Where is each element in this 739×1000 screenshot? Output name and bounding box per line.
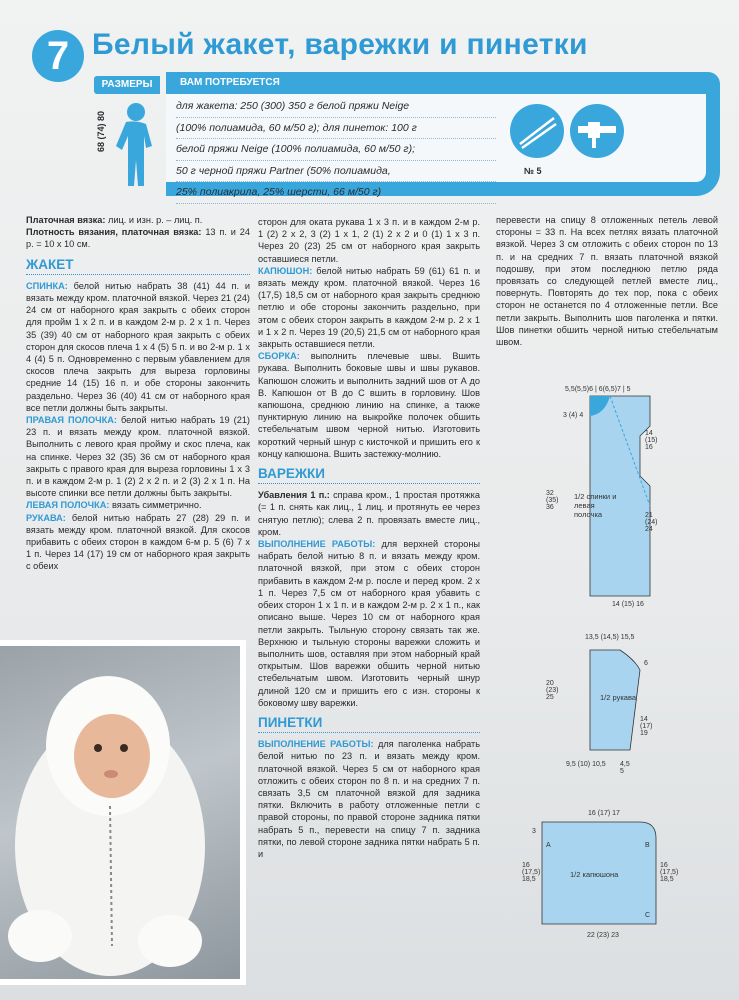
baby-silhouette-icon xyxy=(110,100,158,190)
back-right-bottom-dim: 21 (24) 24 xyxy=(645,512,658,533)
gauge-label: Плотность вязания, платочная вязка: xyxy=(26,227,202,238)
sleeves-text: белой нитью набрать 27 (28) 29 п. и вязать между кром. платочной вязкой. Для скосов прибавить с обеих сторон в каждом 6-м р. 5 (6) 7 х 1 п. Через 14 (17) 19 см от наборного края закрыть с обеих xyxy=(26,512,250,572)
left-front-label: ЛЕВАЯ ПОЛОЧКА: xyxy=(26,500,110,511)
right-front-text: белой нитью набрать 19 (21) 23 п. и вязать между кром. платочной вязкой. Выполнить с левого края пройму и скос плеча, как на спинке. Через 32 (35) 36 см от наборного края закрыть с правого края для выреза горловины 1 х 3 п. и в каждом 2-м р. 1 (2) 2 х 2 п. и 2 (3) 2 х 1 п. На высоте спинки все петли должны быть закрыты. xyxy=(26,415,250,499)
materials-line: белой пряжи Neige (100% полиамида, 60 м/50 г); xyxy=(176,139,496,161)
needle-size-label: № 5 xyxy=(524,166,542,176)
assembly-text: выполнить плечевые швы. Вшить рукава. Выполнить боковые швы и швы рукавов. Капюшон сложить и выполнить задний шов от А до В. Капюшон от В до С вшить в горловину. Шов капюшона, среднюю линию на спинке, а также пунктирную линию на выкройке полочек обшить стебельчатым швом черной нитью. Изготовить короткий черный шнур с кисточкой и пришить его к концу капюшона. Вшить застежку-молнию. xyxy=(258,351,480,459)
hood-bottom-dim: 22 (23) 23 xyxy=(587,932,619,939)
section-heading-mittens: ВАРЕЖКИ xyxy=(258,468,480,484)
sleeve-bottom-dim: 9,5 (10) 10,5 xyxy=(566,761,606,768)
sleeve-right-dim: 14 (17) 19 xyxy=(640,716,653,737)
knitting-needles-icon xyxy=(510,104,564,158)
booties-work-label: ВЫПОЛНЕНИЕ РАБОТЫ: xyxy=(258,739,374,750)
materials-line: (100% полиамида, 60 м/50 г); для пинеток: 100 г xyxy=(176,118,496,140)
page-title: Белый жакет, варежки и пинетки xyxy=(92,28,588,61)
hood-right-dim: 16 (17,5) 18,5 xyxy=(660,862,679,883)
pattern-text: лиц. и изн. р. – лиц. п. xyxy=(105,215,203,225)
sleeve-piece-label: 1/2 рукава xyxy=(600,693,637,702)
hood-label: КАПЮШОН: xyxy=(258,265,313,276)
sizes-header: РАЗМЕРЫ xyxy=(94,76,160,94)
back-piece-label: 1/2 спинки и левая полочка xyxy=(574,492,617,519)
hood-point-b: B xyxy=(645,842,650,849)
assembly-label: СБОРКА: xyxy=(258,351,300,362)
section-heading-jacket: ЖАКЕТ xyxy=(26,259,250,275)
mittens-work-text: для верхней стороны набрать белой нитью 8 п. и вязать между кром. платочной вязкой, при этом с обеих сторон прибавить в каждом 2-м р. после и перед кром. 2 х 1 п. Через 7,5 см от наборного края убавить с обеих сторон 1 х 1 п. и в каждом 2-м р. 2 х 1 п., как описано выше. Через 10 см от наборного края петли закрыть. Тыльную сторону связать так же. Верхнюю и тыльную стороны варежки сложить и выполнить шов, оставляя при этом наборный край открытым. Шов варежки обшить черной нитью стебельчатым швом. Изготовить черный шнур длиной 120 см и пришить его с изн. стороны к боковому шву варежки. xyxy=(258,539,480,708)
left-front-text: вязать симметрично. xyxy=(109,500,202,511)
materials-header: ВАМ ПОТРЕБУЕТСЯ xyxy=(166,72,720,94)
gauge-text: 13 п. и 24 р. = 10 х 10 см. xyxy=(26,227,251,250)
materials-line: 25% полиакрила, 25% шерсти, 66 м/50 г) xyxy=(176,182,496,204)
section-heading-booties: ПИНЕТКИ xyxy=(258,717,480,733)
sleeves-label: РУКАВА: xyxy=(26,512,66,523)
mittens-work-label: ВЫПОЛНЕНИЕ РАБОТЫ: xyxy=(258,539,376,550)
materials-list xyxy=(176,96,496,204)
sizes-value: 68 (74) 80 xyxy=(96,110,106,152)
decrease-label: Убавления 1 п.: xyxy=(258,490,330,501)
back-left-small-dim: 3 (4) 4 xyxy=(563,412,584,419)
sleeve-left-dim: 20 (23) 25 xyxy=(546,680,559,701)
zipper-icon xyxy=(570,104,624,158)
hood-point-c: C xyxy=(645,912,651,919)
sleeve-right-top-dim: 6 xyxy=(644,660,648,667)
column-3 xyxy=(496,214,718,348)
back-top-dims: 5,5(5,5)6 | 6(6,5)7 | 5 xyxy=(565,386,631,393)
back-left-dim: 32 (35) 36 xyxy=(546,490,559,511)
hood-piece-label: 1/2 капюшона xyxy=(570,870,619,879)
materials-line: для жакета: 250 (300) 350 г белой пряжи Neige xyxy=(176,96,496,118)
hood-text: белой нитью набрать 59 (61) 61 п. и вязать между кром. платочной вязкой. Через 16 (17,5) 18,5 см от наборного края закрыть среднюю петлю и обе стороны закончить раздельно, при этом с обеих сторон закрыть в каждом 2-м р. 2 х 1 и 1 х 2 п. Через 19 (20,5) 21,5 см от наборного края закрыть оставшиеся петли. xyxy=(258,265,480,350)
baby-photo xyxy=(0,640,246,985)
column-2 xyxy=(258,216,480,860)
hood-left-dim: 16 (17,5) 18,5 xyxy=(522,862,541,883)
hood-point-a: A xyxy=(546,842,551,849)
booties-work-text: для паголенка набрать белой нитью по 23 п. и вязать между кром. платочной вязкой. Через 5 см от наборного края отложить с обеих сторон по 8 п. и на средних 7 п. связать 3,5 см платочной вязкой для задника пятки. Включить в работу отложенные петли с правой стороны, по правой стороне задника пятки набрать 5 п., перевести на спицу 7 п. задника пятки, по левой стороне задника пятки набрать 5 п. и xyxy=(258,739,480,859)
right-front-label: ПРАВАЯ ПОЛОЧКА: xyxy=(26,415,117,426)
sleeve-continued-text: сторон для оката рукава 1 х 3 п. и в каждом 2-м р. 1 (2) 2 х 2, 3 (2) 1 х 1, 2 (1) 2 х 2 и 0 (1) 1 х 3 п. Через 20 (23) 25 см от наборного края закрыть оставшиеся петли. xyxy=(258,217,480,264)
hood-top-dim: 16 (17) 17 xyxy=(588,810,620,817)
back-label: СПИНКА: xyxy=(26,280,68,291)
hood-side-dim: 3 xyxy=(532,828,536,835)
project-number-badge: 7 xyxy=(32,30,84,82)
back-bottom-dim: 14 (15) 16 xyxy=(612,601,644,608)
booties-continued-text: перевести на спицу 8 отложенных петель левой стороны = 33 п. На всех петлях вязать платочной вязкой. Через 3 см отложить с обеих сторон по 13 п. и на средних 7 п. вязать платочной вязкой подошву, при этом последнюю петлю ряда провязать со следующей петлей вместе лиц., повернуть. Повторять до тех пор, пока с обеих сторон не останется по 4 отложенные петли. Все петли закрыть. Выполнить шов паголенка и пятки. Шов пинетки обшить черной нитью стебельчатым швом. xyxy=(496,215,718,348)
pattern-label: Платочная вязка: xyxy=(26,215,106,225)
sleeve-top-dim: 13,5 (14,5) 15,5 xyxy=(585,634,635,641)
materials-line: 50 г черной пряжи Partner (50% полиамида, xyxy=(176,161,496,183)
schematic-sleeve xyxy=(560,640,680,772)
back-right-top-dim: 14 (15) 16 xyxy=(645,430,658,451)
column-1 xyxy=(26,214,250,573)
sleeve-bottom-right-dim: 4,5 5 xyxy=(620,761,630,775)
back-text: белой нитью набрать 38 (41) 44 п. и вязать между кром. платочной вязкой. Через 21 (24) 24 см от наборного края закрыть с обеих сторон для пройм 1 х 2 п. и в каждом 2-м р. 2 х 1 п. Через 35 (39) 40 см от наборного края закрыть с обеих сторон для скосов плеча 1 х 4 (5) 5 п. и во 2-м р. 1 х 4 (4) 5 п. Одновременно с первым убавлением для скосов плеча закрыть для выреза горловины средние 14 (15) 16 п. и обе стороны закончить раздельно. Через 36 (40) 41 см от наборного края все петли должны быть закрыты. xyxy=(26,280,250,413)
decrease-text: справа кром., 1 простая протяжка (= 1 п. снять как лиц., 1 лиц. и протянуть ее через снятую петлю); слева 2 п. провязать вместе лиц., кром. xyxy=(258,490,480,537)
